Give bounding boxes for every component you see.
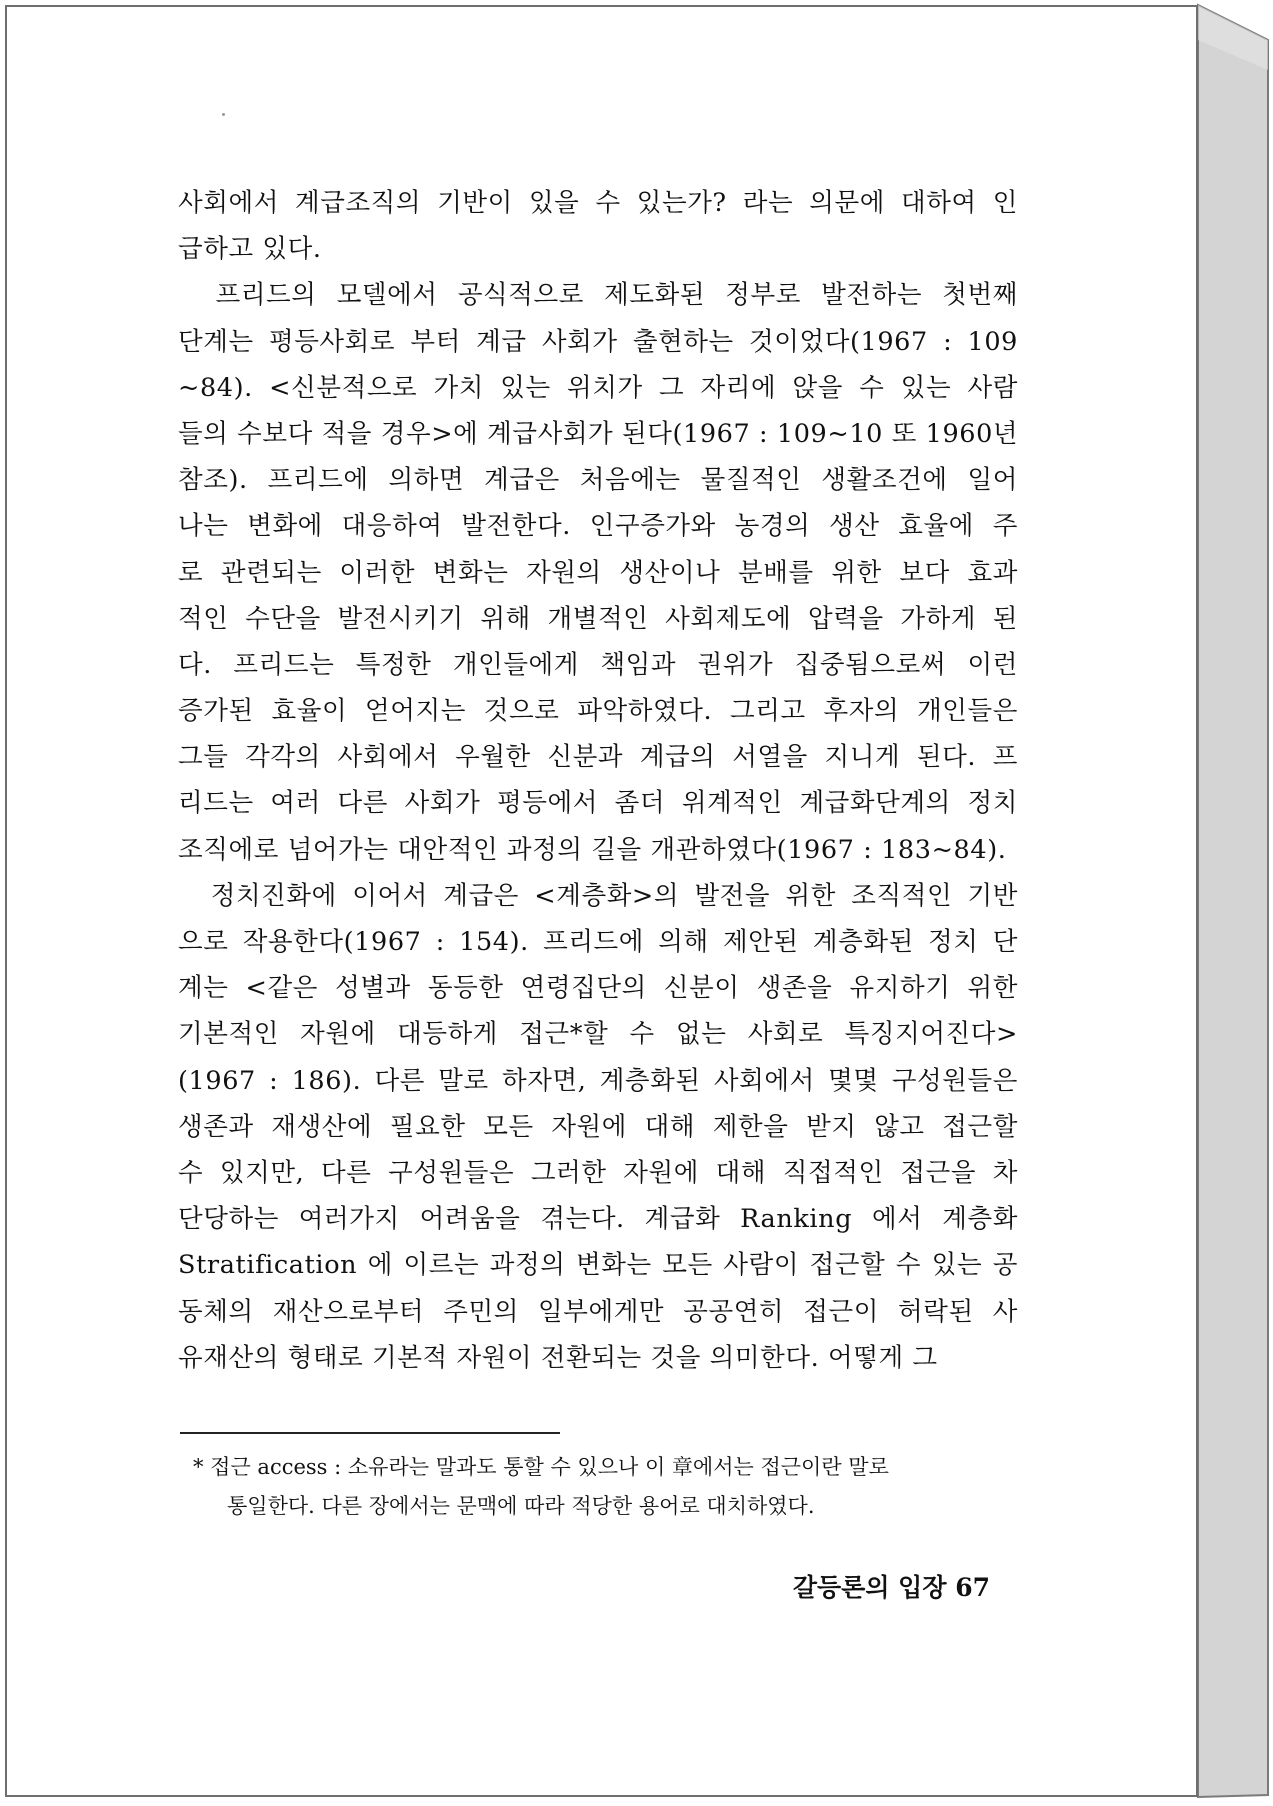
text-line: (1967 : 186). 다른 말로 하자면, 계층화된 사회에서 몇몇 구성원들은 — [178, 1065, 1018, 1096]
footnote-divider — [180, 1432, 560, 1434]
text-line: 수 있지만, 다른 구성원들은 그러한 자원에 대해 직접적인 접근을 차 — [178, 1157, 1018, 1188]
footnote-line-2: 통일한다. 다른 장에서는 문맥에 따라 적당한 용어로 대치하였다. — [227, 1494, 815, 1518]
text-line: 계는 <같은 성별과 동등한 연령집단의 신분이 생존을 유지하기 위한 — [178, 973, 1018, 1004]
running-title: 갈등론의 입장 — [792, 1573, 947, 1602]
text-line: 프리드의 모델에서 공식적으로 제도화된 정부로 발전하는 첫번째 — [178, 280, 1018, 311]
text-line: 그들 각각의 사회에서 우월한 신분과 계급의 서열을 지니게 된다. 프 — [178, 742, 1018, 773]
text-line: 정치진화에 이어서 계급은 <계층화>의 발전을 위한 조직적인 기반 — [178, 880, 1018, 911]
text-line: 으로 작용한다(1967 : 154). 프리드에 의해 제안된 계층화된 정치 단 — [178, 927, 1018, 957]
text-line: 사회에서 계급조직의 기반이 있을 수 있는가? 라는 의문에 대하여 인 — [178, 188, 1018, 218]
text-line: 급하고 있다. — [178, 234, 322, 265]
body-text — [178, 180, 1018, 1381]
text-line: 로 관련되는 이러한 변화는 자원의 생산이나 분배를 위한 보다 효과 — [178, 557, 1018, 588]
text-line: 참조). 프리드에 의하면 계급은 처음에는 물질적인 생활조건에 일어 — [178, 465, 1018, 496]
footnote — [193, 1448, 1013, 1526]
page-number: 67 — [955, 1573, 990, 1602]
text-line: 증가된 효율이 얻어지는 것으로 파악하였다. 그리고 후자의 개인들은 — [178, 696, 1018, 727]
scan-speck — [222, 113, 225, 116]
text-line: 다. 프리드는 특정한 개인들에게 책임과 권위가 집중됨으로써 이런 — [178, 649, 1018, 680]
text-line: 단당하는 여러가지 어려움을 겪는다. 계급화 Ranking 에서 계층화 — [178, 1204, 1018, 1235]
text-line: 유재산의 형태로 기본적 자원이 전환되는 것을 의미한다. 어떻게 그 — [178, 1342, 938, 1373]
text-line: 나는 변화에 대응하여 발전한다. 인구증가와 농경의 생산 효율에 주 — [178, 511, 1018, 542]
text-line: Stratification 에 이르는 과정의 변화는 모든 사람이 접근할 수 있는 공 — [178, 1250, 1018, 1281]
text-line: 생존과 재생산에 필요한 모든 자원에 대해 제한을 받지 않고 접근할 — [178, 1111, 1018, 1142]
text-line: 단계는 평등사회로 부터 계급 사회가 출현하는 것이었다(1967 : 109 — [178, 326, 1018, 357]
text-line: 적인 수단을 발전시키기 위해 개별적인 사회제도에 압력을 가하게 된 — [178, 603, 1018, 634]
text-line: 들의 수보다 적을 경우>에 계급사회가 된다(1967 : 109~10 또 1960년 — [178, 418, 1019, 449]
footnote-line-1: * 접근 access : 소유라는 말과도 통할 수 있으나 이 章에서는 접근이란 말로 — [193, 1455, 889, 1479]
text-line: 기본적인 자원에 대등하게 접근*할 수 없는 사회로 특징지어진다> — [178, 1019, 1018, 1050]
page-footer — [790, 1568, 990, 1604]
text-line: 동체의 재산으로부터 주민의 일부에게만 공공연히 접근이 허락된 사 — [178, 1296, 1018, 1327]
text-line: ~84). <신분적으로 가치 있는 위치가 그 자리에 앉을 수 있는 사람 — [178, 372, 1018, 403]
text-line: 리드는 여러 다른 사회가 평등에서 좀더 위계적인 계급화단계의 정치 — [178, 788, 1018, 819]
text-line: 조직에로 넘어가는 대안적인 과정의 길을 개관하였다(1967 : 183~84). — [178, 834, 1007, 865]
